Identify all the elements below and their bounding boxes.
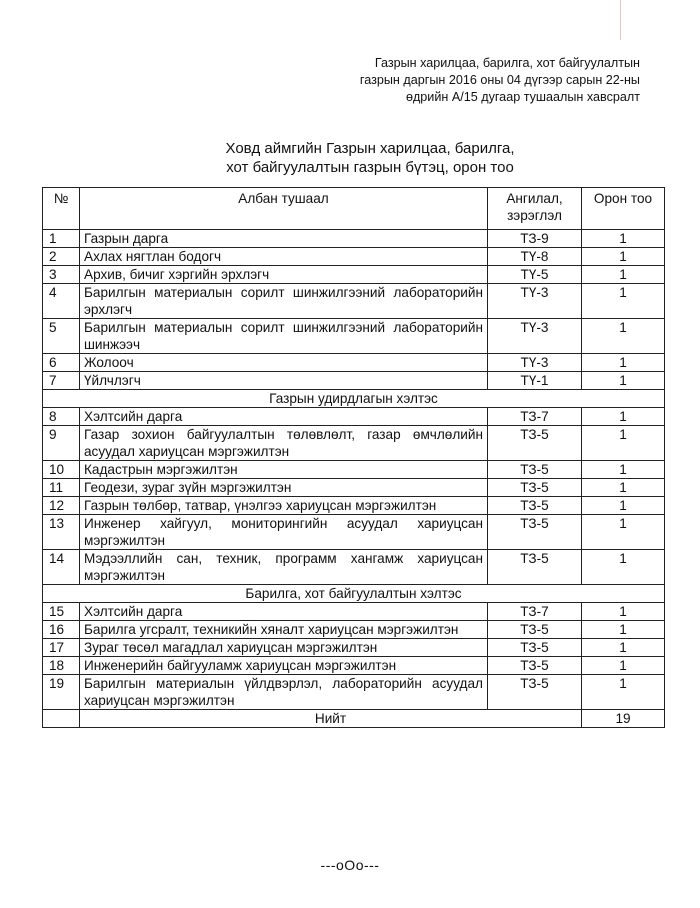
table-row xyxy=(43,319,665,354)
header-line-2: газрын даргын 2016 оны 04 дүгээр сарын 22-ны xyxy=(359,73,640,87)
row-position: Хэлтсийн дарга xyxy=(80,408,488,426)
table-row xyxy=(43,515,665,550)
row-rank: ТЗ-5 xyxy=(488,675,582,710)
row-position: Барилга угсралт, техникийн хяналт хариуцсан мэргэжилтэн xyxy=(80,621,488,639)
row-count: 1 xyxy=(582,230,665,248)
row-number: 4 xyxy=(43,284,80,319)
row-count: 1 xyxy=(582,248,665,266)
row-position: Архив, бичиг хэргийн эрхлэгч xyxy=(80,266,488,284)
row-position: Барилгын материалын сорилт шинжилгээний лабораторийн шинжээч xyxy=(80,319,488,354)
row-count: 1 xyxy=(582,461,665,479)
row-number: 8 xyxy=(43,408,80,426)
row-count: 1 xyxy=(582,621,665,639)
header-no: № xyxy=(43,188,80,230)
row-rank: ТҮ-3 xyxy=(488,354,582,372)
row-number: 12 xyxy=(43,497,80,515)
row-number: 18 xyxy=(43,657,80,675)
row-number: 5 xyxy=(43,319,80,354)
row-rank: ТҮ-5 xyxy=(488,266,582,284)
table-row xyxy=(43,408,665,426)
table-row xyxy=(43,550,665,585)
total-blank xyxy=(43,710,80,728)
table-row xyxy=(43,372,665,390)
row-number: 1 xyxy=(43,230,80,248)
row-rank: ТҮ-8 xyxy=(488,248,582,266)
document-footer: ---oOo--- xyxy=(320,857,380,873)
row-count: 1 xyxy=(582,426,665,461)
row-count: 1 xyxy=(582,408,665,426)
staff-table-body xyxy=(43,188,665,728)
row-rank: ТЗ-5 xyxy=(488,426,582,461)
row-position: Мэдээллийн сан, техник, программ хангамж хариуцсан мэргэжилтэн xyxy=(80,550,488,585)
row-position: Инженерийн байгууламж хариуцсан мэргэжилтэн xyxy=(80,657,488,675)
table-row xyxy=(43,266,665,284)
row-count: 1 xyxy=(582,354,665,372)
row-count: 1 xyxy=(582,603,665,621)
row-count: 1 xyxy=(582,675,665,710)
row-position: Жолооч xyxy=(80,354,488,372)
header-rank: Ангилал, зэрэглэл xyxy=(488,188,582,230)
row-count: 1 xyxy=(582,497,665,515)
row-number: 10 xyxy=(43,461,80,479)
row-number: 19 xyxy=(43,675,80,710)
row-position: Барилгын материалын сорилт шинжилгээний лабораторийн эрхлэгч xyxy=(80,284,488,319)
row-count: 1 xyxy=(582,319,665,354)
row-position: Газрын төлбөр, татвар, үнэлгээ хариуцсан мэргэжилтэн xyxy=(80,497,488,515)
row-rank: ТЗ-5 xyxy=(488,639,582,657)
table-row xyxy=(43,284,665,319)
table-row xyxy=(43,675,665,710)
section-row xyxy=(43,390,665,408)
row-number: 3 xyxy=(43,266,80,284)
row-rank: ТЗ-7 xyxy=(488,603,582,621)
table-row xyxy=(43,461,665,479)
table-row xyxy=(43,603,665,621)
header-position: Албан тушаал xyxy=(80,188,488,230)
row-rank: ТЗ-5 xyxy=(488,657,582,675)
row-position: Зураг төсөл магадлал хариуцсан мэргэжилтэн xyxy=(80,639,488,657)
row-position: Ахлах нягтлан бодогч xyxy=(80,248,488,266)
table-row xyxy=(43,230,665,248)
row-count: 1 xyxy=(582,657,665,675)
table-row xyxy=(43,479,665,497)
header-count: Орон тоо xyxy=(582,188,665,230)
table-row xyxy=(43,248,665,266)
section-title: Барилга, хот байгуулалтын хэлтэс xyxy=(43,585,665,603)
total-label: Нийт xyxy=(80,710,582,728)
row-rank: ТҮ-3 xyxy=(488,319,582,354)
row-count: 1 xyxy=(582,639,665,657)
row-count: 1 xyxy=(582,284,665,319)
table-row xyxy=(43,657,665,675)
row-rank: ТҮ-1 xyxy=(488,372,582,390)
row-position: Үйлчлэгч xyxy=(80,372,488,390)
row-rank: ТҮ-3 xyxy=(488,284,582,319)
row-position: Хэлтсийн дарга xyxy=(80,603,488,621)
row-number: 2 xyxy=(43,248,80,266)
document-header xyxy=(360,55,640,106)
row-number: 11 xyxy=(43,479,80,497)
row-number: 17 xyxy=(43,639,80,657)
section-title: Газрын удирдлагын хэлтэс xyxy=(43,390,665,408)
total-value: 19 xyxy=(582,710,665,728)
row-count: 1 xyxy=(582,479,665,497)
table-row xyxy=(43,354,665,372)
row-count: 1 xyxy=(582,550,665,585)
row-rank: ТЗ-5 xyxy=(488,515,582,550)
row-rank: ТЗ-7 xyxy=(488,408,582,426)
row-position: Барилгын материалын үйлдвэрлэл, лабораторийн асуудал хариуцсан мэргэжилтэн xyxy=(80,675,488,710)
table-header-row xyxy=(43,188,665,230)
section-row xyxy=(43,585,665,603)
row-position: Инженер хайгуул, мониторингийн асуудал хариуцсан мэргэжилтэн xyxy=(80,515,488,550)
row-count: 1 xyxy=(582,515,665,550)
table-row xyxy=(43,639,665,657)
title-line-1: Ховд аймгийн Газрын харилцаа, барилга, xyxy=(225,140,515,157)
row-number: 7 xyxy=(43,372,80,390)
row-count: 1 xyxy=(582,266,665,284)
stamp-mark xyxy=(620,0,633,40)
document-title xyxy=(150,139,590,177)
row-position: Газар зохион байгуулалтын төлөвлөлт, газар өмчлөлийн асуудал хариуцсан мэргэжилтэн xyxy=(80,426,488,461)
row-number: 15 xyxy=(43,603,80,621)
table-row xyxy=(43,497,665,515)
row-rank: ТЗ-5 xyxy=(488,621,582,639)
row-number: 13 xyxy=(43,515,80,550)
header-line-3: өдрийн А/15 дугаар тушаалын хавсралт xyxy=(405,90,640,104)
staff-table xyxy=(42,187,665,728)
header-line-1: Газрын харилцаа, барилга, хот байгуулалтын xyxy=(374,56,640,70)
row-count: 1 xyxy=(582,372,665,390)
row-rank: ТЗ-9 xyxy=(488,230,582,248)
row-rank: ТЗ-5 xyxy=(488,479,582,497)
row-number: 9 xyxy=(43,426,80,461)
row-position: Геодези, зураг зүйн мэргэжилтэн xyxy=(80,479,488,497)
row-position: Газрын дарга xyxy=(80,230,488,248)
row-rank: ТЗ-5 xyxy=(488,497,582,515)
row-number: 14 xyxy=(43,550,80,585)
row-rank: ТЗ-5 xyxy=(488,461,582,479)
total-row xyxy=(43,710,665,728)
row-rank: ТЗ-5 xyxy=(488,550,582,585)
table-row xyxy=(43,621,665,639)
row-position: Кадастрын мэргэжилтэн xyxy=(80,461,488,479)
title-line-2: хот байгуулалтын газрын бүтэц, орон тоо xyxy=(226,159,514,176)
table-row xyxy=(43,426,665,461)
row-number: 6 xyxy=(43,354,80,372)
row-number: 16 xyxy=(43,621,80,639)
